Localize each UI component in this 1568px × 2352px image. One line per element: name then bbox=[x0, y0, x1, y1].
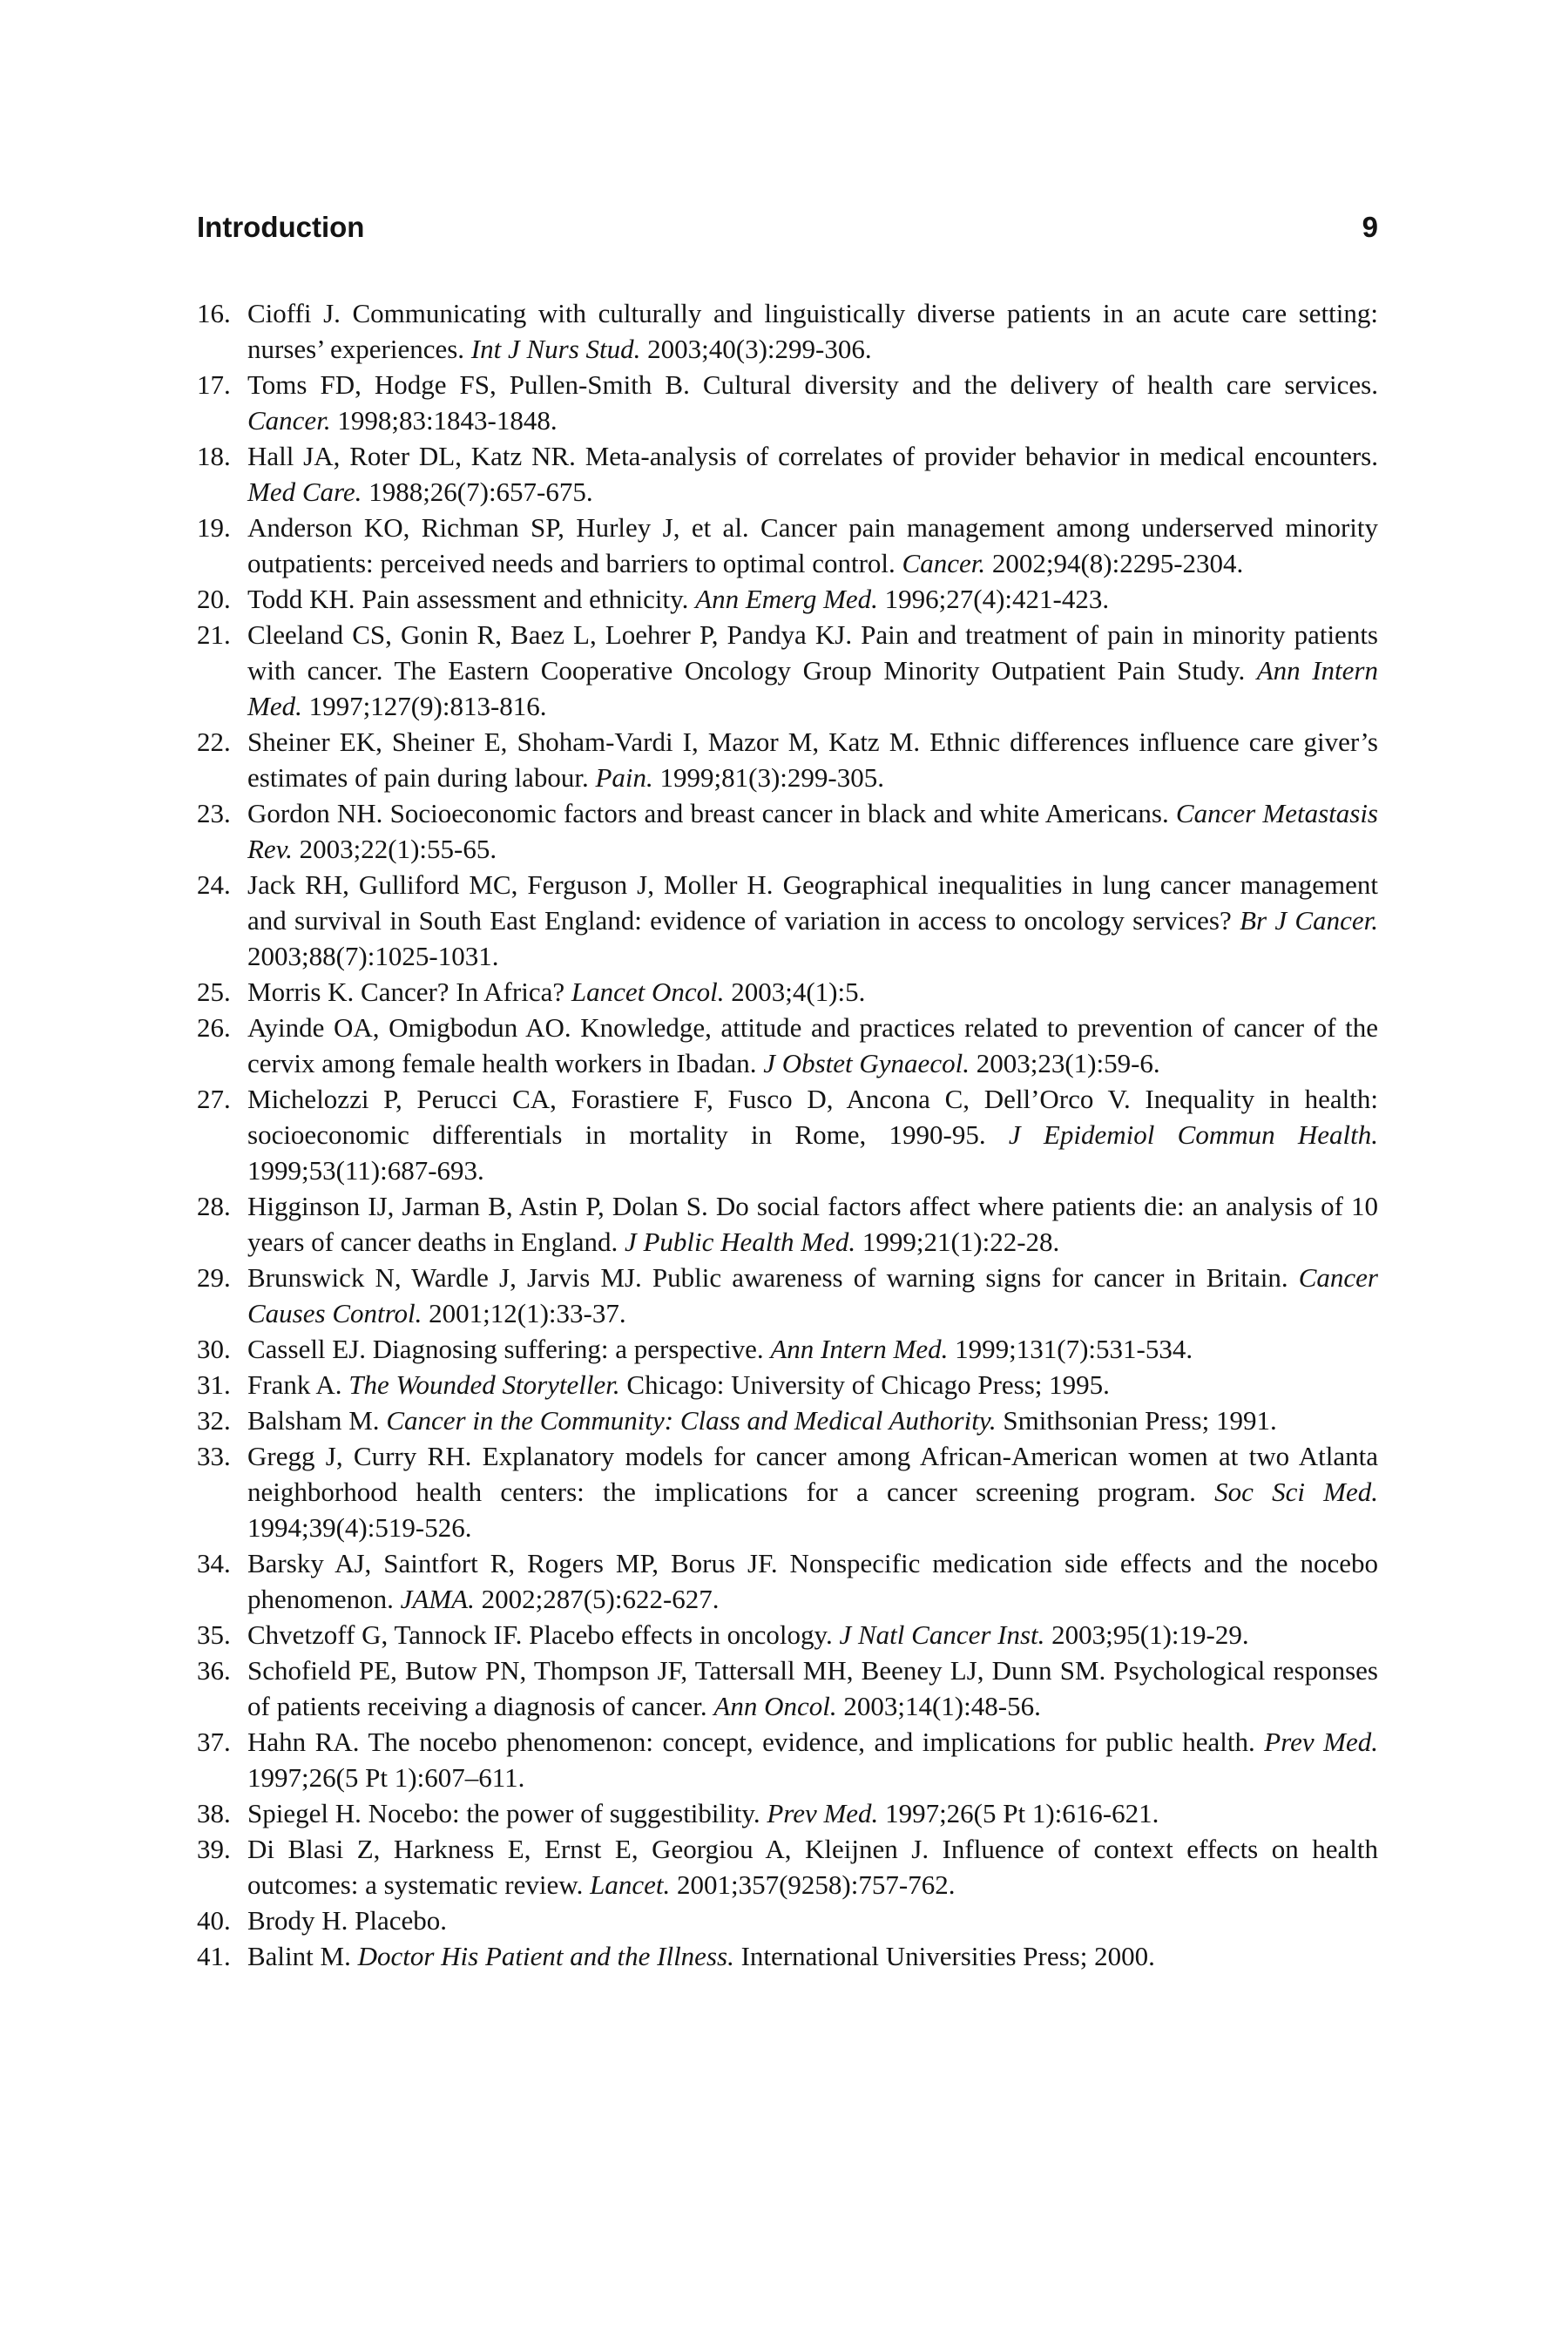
reference-text: Jack RH, Gulliford MC, Ferguson J, Moller H. Geographical inequalities in lung cancer management and survival in South East England: evidence of variation in access to oncology services? bbox=[247, 869, 1378, 936]
reference-source: J Obstet Gynaecol. bbox=[763, 1048, 970, 1078]
reference-item bbox=[197, 1831, 1378, 1903]
reference-number: 24. bbox=[197, 869, 231, 900]
reference-source: Doctor His Patient and the Illness. bbox=[357, 1941, 734, 1971]
reference-text: Schofield PE, Butow PN, Thompson JF, Tattersall MH, Beeney LJ, Dunn SM. Psychological responses of patients receiving a diagnosis of cancer. bbox=[247, 1655, 1378, 1721]
reference-item bbox=[197, 367, 1378, 438]
reference-item bbox=[197, 438, 1378, 510]
reference-text: Cioffi J. Communicating with culturally and linguistically diverse patients in an acute care setting: nurses’ experiences. bbox=[247, 298, 1378, 364]
reference-source: Ann Intern Med. bbox=[247, 655, 1378, 721]
reference-item bbox=[197, 1617, 1378, 1652]
reference-item bbox=[197, 1903, 1378, 1938]
reference-text: Brunswick N, Wardle J, Jarvis MJ. Public awareness of warning signs for cancer in Britain. bbox=[247, 1262, 1299, 1293]
reference-source: Soc Sci Med. bbox=[1214, 1477, 1379, 1507]
reference-source: JAMA. bbox=[400, 1584, 475, 1614]
reference-item bbox=[197, 867, 1378, 974]
reference-item bbox=[197, 1724, 1378, 1795]
reference-source: Lancet. bbox=[590, 1869, 671, 1900]
reference-details: 1997;26(5 Pt 1):607–611. bbox=[247, 1762, 525, 1793]
reference-number: 35. bbox=[197, 1619, 231, 1650]
reference-number: 37. bbox=[197, 1727, 231, 1757]
reference-details: 2003;4(1):5. bbox=[724, 977, 866, 1007]
reference-item bbox=[197, 1795, 1378, 1831]
reference-source: Prev Med. bbox=[1264, 1727, 1379, 1757]
page-number: 9 bbox=[1362, 211, 1378, 243]
reference-number: 38. bbox=[197, 1798, 231, 1828]
reference-details: 2003;40(3):299-306. bbox=[640, 334, 872, 364]
reference-text: Cleeland CS, Gonin R, Baez L, Loehrer P, Pandya KJ. Pain and treatment of pain in minority patients with cancer. The Eastern Cooperative Oncology Group Minority Outpatient Pain Study. bbox=[247, 619, 1378, 686]
reference-number: 34. bbox=[197, 1548, 231, 1578]
reference-details: 1988;26(7):657-675. bbox=[362, 476, 593, 507]
reference-text: Di Blasi Z, Harkness E, Ernst E, Georgiou A, Kleijnen J. Influence of context effects on health outcomes: a systematic review. bbox=[247, 1834, 1378, 1900]
reference-item bbox=[197, 1010, 1378, 1081]
reference-details: 1999;131(7):531-534. bbox=[948, 1334, 1193, 1364]
reference-text: Ayinde OA, Omigbodun AO. Knowledge, attitude and practices related to prevention of cancer of the cervix among female health workers in Ibadan. bbox=[247, 1012, 1378, 1078]
reference-text: Frank A. bbox=[247, 1369, 349, 1400]
reference-details: 2003;95(1):19-29. bbox=[1044, 1619, 1249, 1650]
reference-source: Cancer in the Community: Class and Medical Authority. bbox=[386, 1405, 997, 1436]
reference-item bbox=[197, 1367, 1378, 1402]
reference-number: 27. bbox=[197, 1084, 231, 1114]
reference-details: 2001;357(9258):757-762. bbox=[670, 1869, 956, 1900]
reference-text: Toms FD, Hodge FS, Pullen-Smith B. Cultural diversity and the delivery of health care services. bbox=[247, 369, 1378, 400]
reference-number: 33. bbox=[197, 1441, 231, 1471]
reference-source: Ann Emerg Med. bbox=[695, 584, 878, 614]
reference-details: 1994;39(4):519-526. bbox=[247, 1512, 472, 1543]
reference-details: 2003;88(7):1025-1031. bbox=[247, 941, 499, 971]
reference-source: J Public Health Med. bbox=[624, 1227, 856, 1257]
reference-list bbox=[197, 295, 1378, 1974]
reference-details: 2003;14(1):48-56. bbox=[836, 1691, 1041, 1721]
reference-source: Cancer Metastasis Rev. bbox=[247, 798, 1378, 864]
reference-item bbox=[197, 295, 1378, 367]
reference-number: 40. bbox=[197, 1905, 231, 1936]
reference-text: Spiegel H. Nocebo: the power of suggestibility. bbox=[247, 1798, 767, 1828]
reference-text: Anderson KO, Richman SP, Hurley J, et al. Cancer pain management among underserved minority outpatients: perceived needs and barriers to optimal control. bbox=[247, 512, 1378, 578]
reference-source: Cancer. bbox=[902, 548, 986, 578]
reference-details: 2002;287(5):622-627. bbox=[474, 1584, 720, 1614]
reference-text: Hall JA, Roter DL, Katz NR. Meta-analysis of correlates of provider behavior in medical encounters. bbox=[247, 441, 1378, 471]
reference-item bbox=[197, 510, 1378, 581]
reference-item bbox=[197, 795, 1378, 867]
reference-text: Brody H. Placebo. bbox=[247, 1905, 448, 1936]
reference-number: 22. bbox=[197, 727, 231, 757]
reference-source: Lancet Oncol. bbox=[571, 977, 725, 1007]
reference-text: Gregg J, Curry RH. Explanatory models for cancer among African-American women at two Atlanta neighborhood health centers: the implications for a cancer screening program. bbox=[247, 1441, 1378, 1507]
reference-source: J Natl Cancer Inst. bbox=[839, 1619, 1045, 1650]
reference-number: 28. bbox=[197, 1191, 231, 1221]
reference-text: Michelozzi P, Perucci CA, Forastiere F, Fusco D, Ancona C, Dell’Orco V. Inequality in health: socioeconomic differentials in mortality in Rome, 1990-95. bbox=[247, 1084, 1378, 1150]
reference-source: The Wounded Storyteller. bbox=[348, 1369, 620, 1400]
reference-details: 2003;22(1):55-65. bbox=[292, 834, 497, 864]
reference-number: 21. bbox=[197, 619, 231, 650]
reference-source: Cancer Causes Control. bbox=[247, 1262, 1378, 1328]
reference-number: 41. bbox=[197, 1941, 231, 1971]
reference-details: 1997;127(9):813-816. bbox=[301, 691, 547, 721]
reference-item bbox=[197, 1331, 1378, 1367]
page-header bbox=[197, 211, 1378, 254]
reference-number: 29. bbox=[197, 1262, 231, 1293]
reference-text: Balsham M. bbox=[247, 1405, 387, 1436]
reference-source: Prev Med. bbox=[767, 1798, 879, 1828]
reference-details: 2003;23(1):59-6. bbox=[969, 1048, 1160, 1078]
reference-item bbox=[197, 1260, 1378, 1331]
reference-item bbox=[197, 1652, 1378, 1724]
reference-text: Hahn RA. The nocebo phenomenon: concept, evidence, and implications for public health. bbox=[247, 1727, 1265, 1757]
reference-number: 30. bbox=[197, 1334, 231, 1364]
reference-number: 25. bbox=[197, 977, 231, 1007]
reference-item bbox=[197, 1081, 1378, 1188]
reference-details: 1996;27(4):421-423. bbox=[877, 584, 1110, 614]
chapter-title: Introduction bbox=[197, 211, 365, 243]
reference-text: Todd KH. Pain assessment and ethnicity. bbox=[247, 584, 696, 614]
reference-item bbox=[197, 617, 1378, 724]
reference-details: 1999;21(1):22-28. bbox=[855, 1227, 1060, 1257]
reference-number: 20. bbox=[197, 584, 231, 614]
reference-source: Br J Cancer. bbox=[1240, 905, 1378, 936]
reference-number: 32. bbox=[197, 1405, 231, 1436]
reference-number: 17. bbox=[197, 369, 231, 400]
reference-number: 26. bbox=[197, 1012, 231, 1043]
reference-item bbox=[197, 1188, 1378, 1260]
reference-details: International Universities Press; 2000. bbox=[733, 1941, 1155, 1971]
reference-number: 18. bbox=[197, 441, 231, 471]
reference-text: Balint M. bbox=[247, 1941, 358, 1971]
reference-source: Int J Nurs Stud. bbox=[470, 334, 641, 364]
reference-item bbox=[197, 581, 1378, 617]
reference-text: Barsky AJ, Saintfort R, Rogers MP, Borus JF. Nonspecific medication side effects and the nocebo phenomenon. bbox=[247, 1548, 1378, 1614]
reference-text: Sheiner EK, Sheiner E, Shoham-Vardi I, Mazor M, Katz M. Ethnic differences influence care giver’s estimates of pain during labour. bbox=[247, 727, 1378, 793]
reference-item bbox=[197, 724, 1378, 795]
reference-item bbox=[197, 974, 1378, 1010]
reference-details: 1999;81(3):299-305. bbox=[652, 762, 884, 793]
reference-details: 1998;83:1843-1848. bbox=[330, 405, 558, 436]
reference-text: Morris K. Cancer? In Africa? bbox=[247, 977, 571, 1007]
reference-number: 39. bbox=[197, 1834, 231, 1864]
reference-text: Chvetzoff G, Tannock IF. Placebo effects in oncology. bbox=[247, 1619, 840, 1650]
reference-number: 36. bbox=[197, 1655, 231, 1686]
reference-text: Cassell EJ. Diagnosing suffering: a perspective. bbox=[247, 1334, 771, 1364]
reference-details: 1997;26(5 Pt 1):616-621. bbox=[878, 1798, 1159, 1828]
reference-details: 2001;12(1):33-37. bbox=[422, 1298, 626, 1328]
reference-number: 31. bbox=[197, 1369, 231, 1400]
reference-item bbox=[197, 1545, 1378, 1617]
reference-details: 1999;53(11):687-693. bbox=[247, 1155, 484, 1186]
reference-text: Gordon NH. Socioeconomic factors and breast cancer in black and white Americans. bbox=[247, 798, 1176, 828]
reference-item bbox=[197, 1402, 1378, 1438]
reference-item bbox=[197, 1438, 1378, 1545]
reference-text: Higginson IJ, Jarman B, Astin P, Dolan S. Do social factors affect where patients die: an analysis of 10 years of cancer deaths in England. bbox=[247, 1191, 1378, 1257]
reference-source: J Epidemiol Commun Health. bbox=[1008, 1119, 1378, 1150]
reference-source: Cancer. bbox=[247, 405, 331, 436]
reference-source: Ann Intern Med. bbox=[770, 1334, 949, 1364]
reference-source: Med Care. bbox=[247, 476, 362, 507]
reference-details: Chicago: University of Chicago Press; 1995. bbox=[619, 1369, 1110, 1400]
reference-number: 23. bbox=[197, 798, 231, 828]
reference-source: Pain. bbox=[595, 762, 653, 793]
reference-number: 16. bbox=[197, 298, 231, 328]
reference-item bbox=[197, 1938, 1378, 1974]
reference-details: 2002;94(8):2295-2304. bbox=[985, 548, 1244, 578]
reference-source: Ann Oncol. bbox=[713, 1691, 837, 1721]
reference-number: 19. bbox=[197, 512, 231, 543]
reference-details: Smithsonian Press; 1991. bbox=[996, 1405, 1277, 1436]
